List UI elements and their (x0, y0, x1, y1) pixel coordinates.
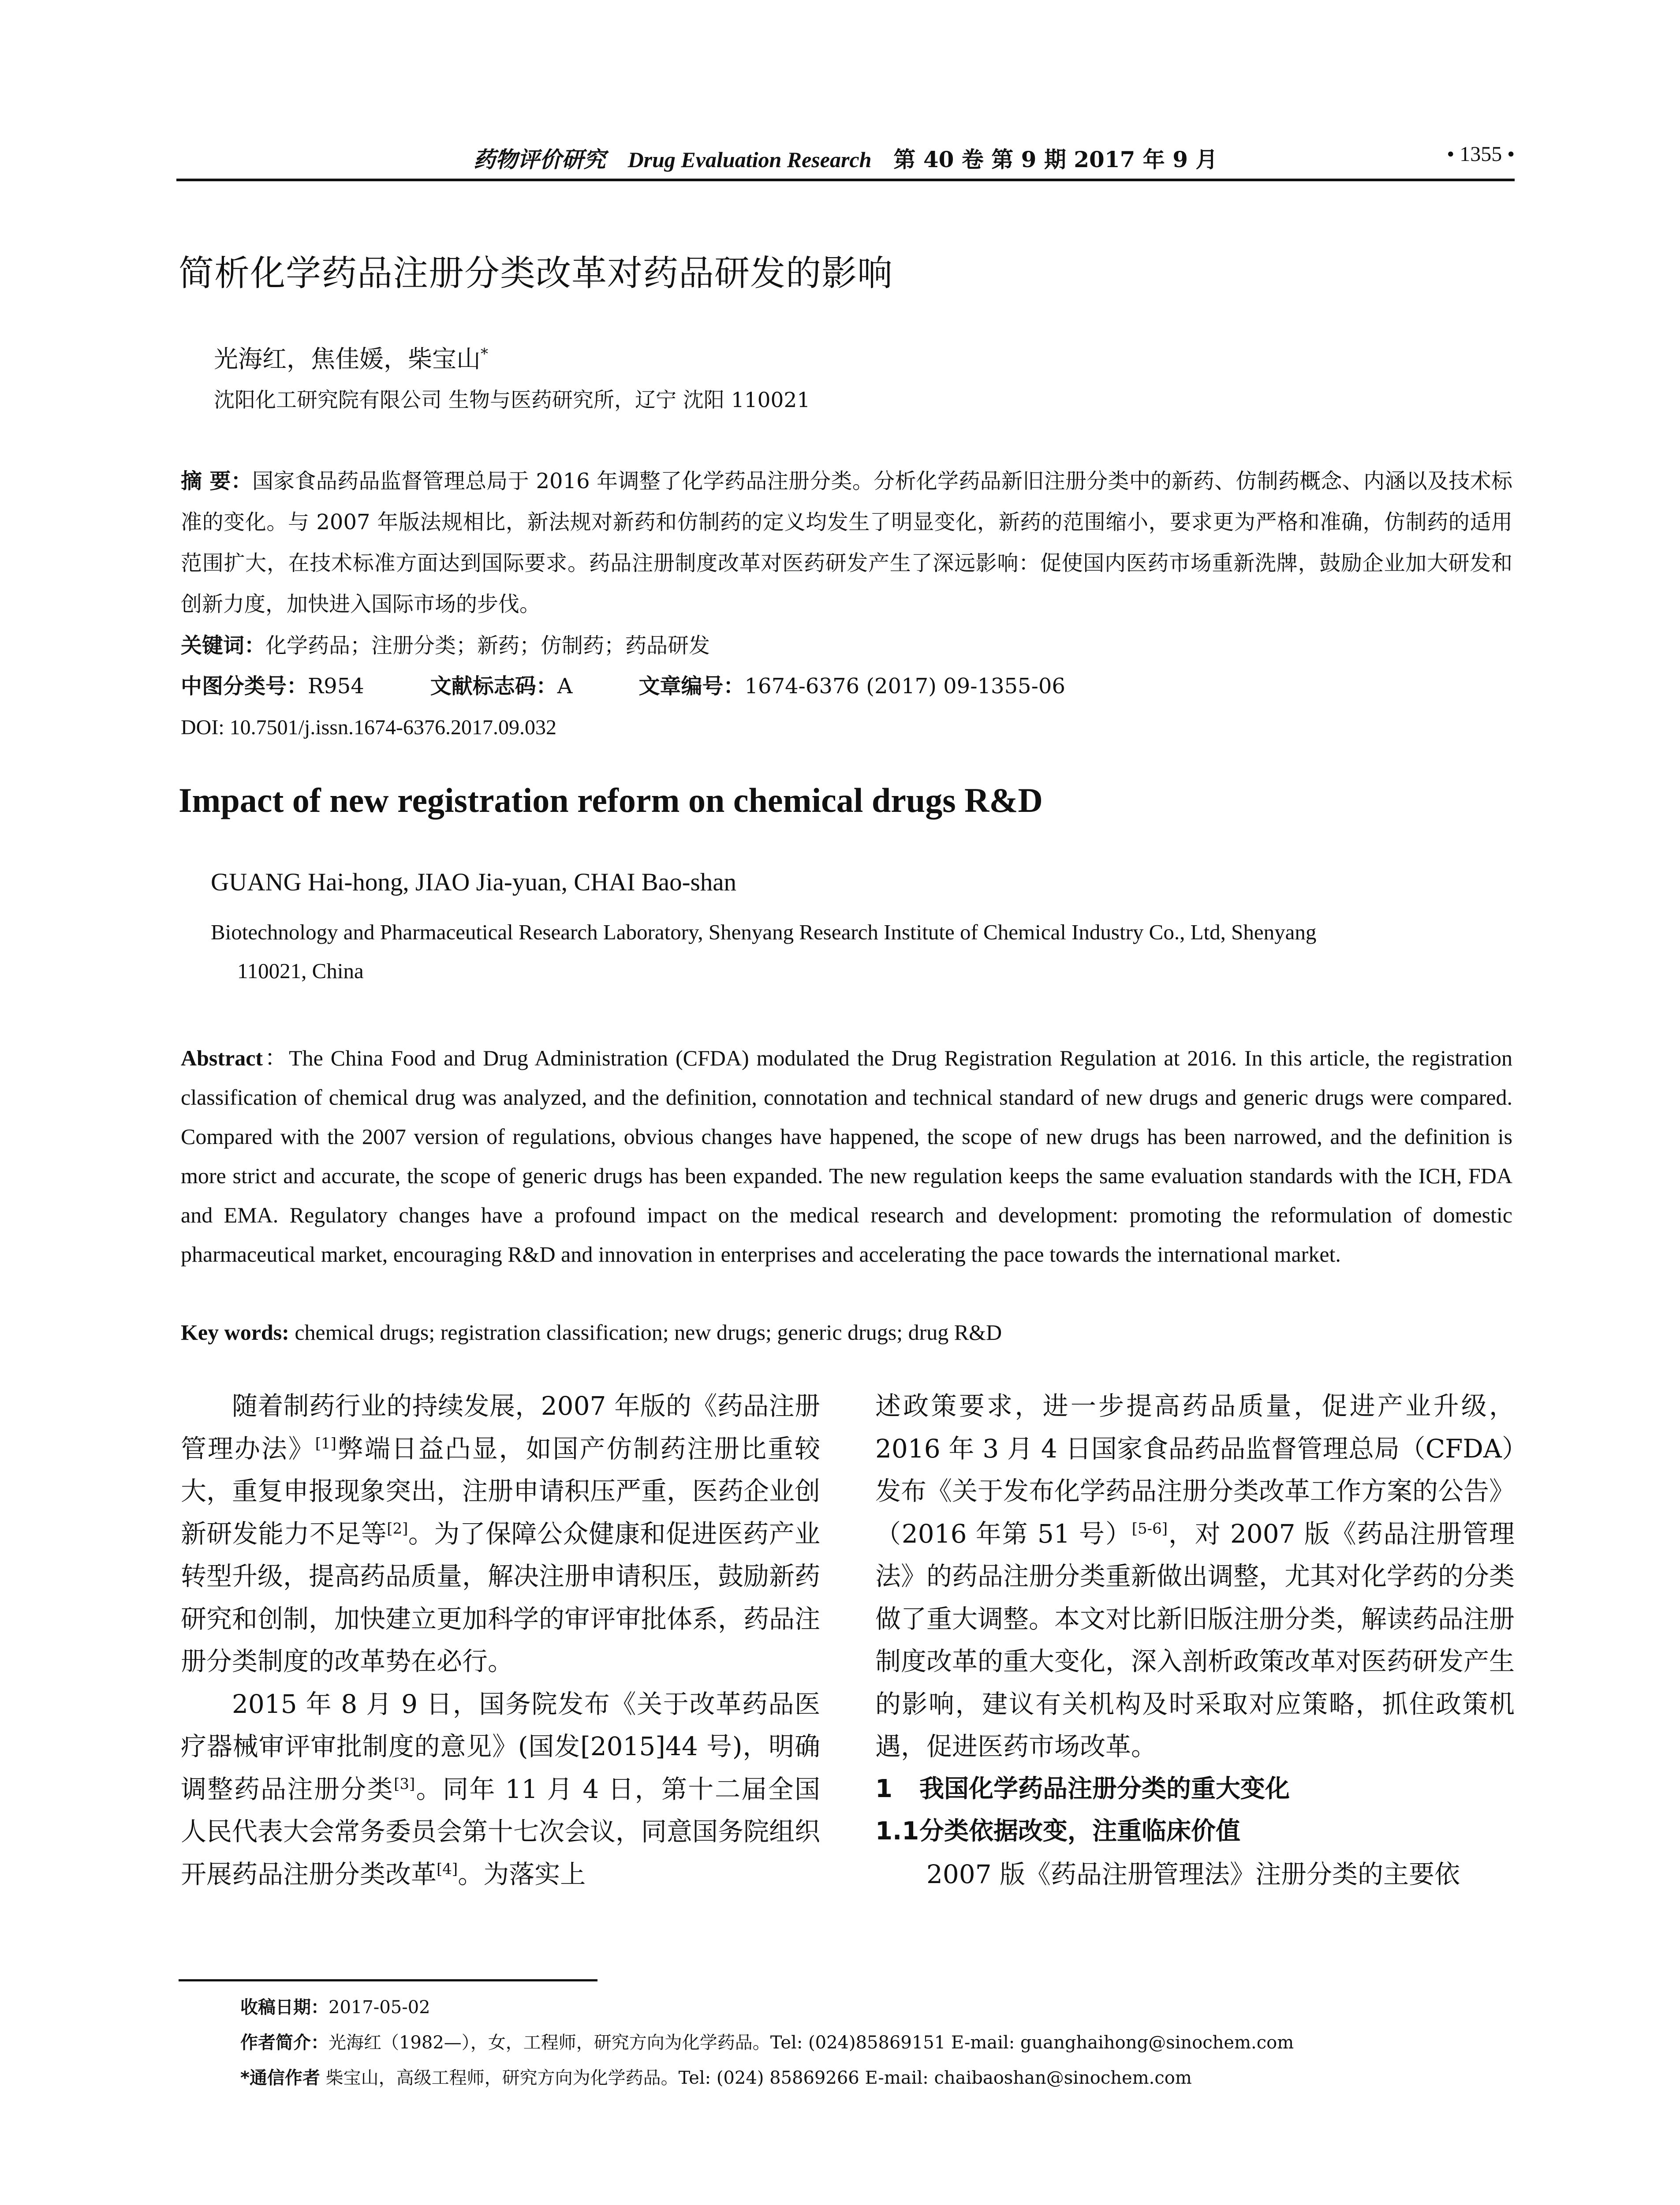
corresponding-mark: * (481, 345, 489, 363)
keywords-cn: 关键词：化学药品；注册分类；新药；仿制药；药品研发 (181, 633, 710, 658)
citation[interactable]: [2] (387, 1520, 408, 1538)
body-paragraph: 2007 版《药品注册管理法》注册分类的主要依 (926, 1859, 1460, 1889)
article-number: 1674-6376 (2017) 09-1355-06 (744, 674, 1065, 699)
body-paragraph: 随着制药行业的持续发展，2007 年版的《药品注册管理办法》[1]弊端日益凸显，如国产仿制药注册比重较大，重复申报现象突出，注册申请积压严重，医药企业创新研发能力不足等[2]。为了保障公众健康和促进医药产业转型升级，提高药品质量，解决注册申请积压，鼓励新药研究和创制，加快建立更加科学的审评审批体系，药品注册分类制度的改革势在必行。 (181, 1391, 821, 1676)
footnote-corresponding: *通信作者 柴宝山，高级工程师，研究方向为化学药品。Tel: (024) 85869266 E-mail: chaibaoshan@sinochem.com (240, 2068, 1192, 2088)
section-heading-1: 1 我国化学药品注册分类的重大变化 (875, 1774, 1290, 1803)
body-paragraph: 2015 年 8 月 9 日，国务院发布《关于改革药品医疗器械审评审批制度的意见》(国发[2015]44 号)，明确调整药品注册分类[3]。同年 11 月 4 日，第十二届全国人民代表大会常务委员会第十七次会议，同意国务院组织开展药品注册分类改革[4]。为落实上 (181, 1689, 821, 1889)
classification-row: 中图分类号：R954 文献标志码：A 文章编号：1674-6376 (2017) 09-1355-06 (181, 674, 1065, 699)
abstract-en-label: Abstract (181, 1046, 263, 1070)
authors-en: GUANG Hai-hong, JIAO Jia-yuan, CHAI Bao-shan (211, 868, 737, 896)
body-column-left (181, 1385, 820, 1895)
footnote-rule (179, 1979, 597, 1981)
citation[interactable]: [4] (437, 1860, 458, 1878)
keywords-en: Key words: chemical drugs; registration classification; new drugs; generic drugs; drug R&D (181, 1320, 1002, 1345)
journal-logo-cn: 药物评价研究 (473, 146, 606, 172)
body-column-right (875, 1385, 1515, 1895)
doc-code: A (557, 674, 573, 699)
abstract-cn-text: 国家食品药品监督管理总局于 2016 年调整了化学药品注册分类。分析化学药品新旧注册分类中的新药、仿制药概念、内涵以及技术标准的变化。与 2007 年版法规相比，新法规对新药和仿制药的定义均发生了明显变化，新药的范围缩小，要求更为严格和准确，仿制药的适用范围扩大，在技术标准方面达到国际要求。药品注册制度改革对医药研发产生了深远影响：促使国内医药市场重新洗牌，鼓励企业加大研发和创新力度，加快进入国际市场的步伐。 (181, 469, 1512, 617)
title-cn: 简析化学药品注册分类改革对药品研发的影响 (179, 253, 893, 294)
body-paragraph: 述政策要求，进一步提高药品质量，促进产业升级，2016 年 3 月 4 日国家食品药品监督管理总局（CFDA）发布《关于发布化学药品注册分类改革工作方案的公告》（2016 年第 51 号）[5-6]，对 2007 版《药品注册管理法》的药品注册分类重新做出调整，尤其对化学药的分类做了重大调整。本文对比新旧版注册分类，解读药品注册制度改革的重大变化，深入剖析政策改革对医药研发产生的影响，建议有关机构及时采取对应策略，抓住政策机遇，促进医药市场改革。 (875, 1391, 1515, 1761)
journal-name-en: Drug Evaluation Research (627, 147, 872, 172)
clc-number: R954 (308, 674, 364, 699)
footnote-received: 收稿日期：2017-05-02 (240, 1997, 430, 2018)
running-header (176, 142, 1515, 173)
abstract-en-text: The China Food and Drug Administration (CFDA) modulated the Drug Registration Regulation at 2016. In this article, the registration classification of chemical drug was analyzed, and the definition, connotation and technical standard of new drugs and generic drugs were compared. Compared with the 2007 version of regulations, obvious changes have happened, the scope of new drugs has been narrowed, and the definition is more strict and accurate, the scope of generic drugs has been expanded. The new regulation keeps the same evaluation standards with the ICH, FDA and EMA. Regulatory changes have a profound impact on the medical research and development: promoting the reformulation of domestic pharmaceutical market, encouraging R&D and innovation in enterprises and accelerating the pace towards the international market. (181, 1046, 1513, 1267)
issue-info: 第 40 卷 第 9 期 2017 年 9 月 (893, 146, 1218, 172)
section-heading-1-1: 1.1分类依据改变，注重临床价值 (875, 1817, 1240, 1846)
header-journal-line (176, 142, 1515, 174)
header-rule (176, 179, 1515, 181)
abstract-cn-label: 摘 要： (181, 469, 252, 493)
citation[interactable]: [1] (315, 1435, 336, 1453)
doi: DOI: 10.7501/j.issn.1674-6376.2017.09.032 (181, 716, 556, 739)
page-number: • 1355 • (1447, 142, 1515, 166)
affiliation-cn: 沈阳化工研究院有限公司 生物与医药研究所，辽宁 沈阳 110021 (214, 388, 810, 412)
abstract-en: Abstract：The China Food and Drug Administration (CFDA) modulated the Drug Registration Regulation at 2016. In this article, the registration classification of chemical drug was analyzed, and the definition, connotation and technical standard of new drugs and generic drugs were compared. Compared with the 2007 version of regulations, obvious changes have happened, the scope of new drugs has been narrowed, and the definition is more strict and accurate, the scope of generic drugs has been expanded. The new regulation keeps the same evaluation standards with the ICH, FDA and EMA. Regulatory changes have a profound impact on the medical research and development: promoting the reformulation of domestic pharmaceutical market, encouraging R&D and innovation in enterprises and accelerating the pace towards the international market. (181, 1046, 1513, 1267)
affiliation-en: Biotechnology and Pharmaceutical Research Laboratory, Shenyang Research Institute of Chemical Industry Co., Ltd, Shenyang 110021, China (211, 920, 1317, 983)
abstract-cn (181, 461, 1512, 625)
citation[interactable]: [5-6] (1131, 1520, 1168, 1538)
citation[interactable]: [3] (394, 1775, 415, 1793)
title-en: Impact of new registration reform on chemical drugs R&D (179, 781, 1043, 819)
footnote-author: 作者简介：光海红（1982—），女，工程师，研究方向为化学药品。Tel: (024)85869151 E-mail: guanghaihong@sinochem.com (240, 2033, 1294, 2053)
authors-cn: 光海红，焦佳媛，柴宝山* (214, 345, 489, 373)
